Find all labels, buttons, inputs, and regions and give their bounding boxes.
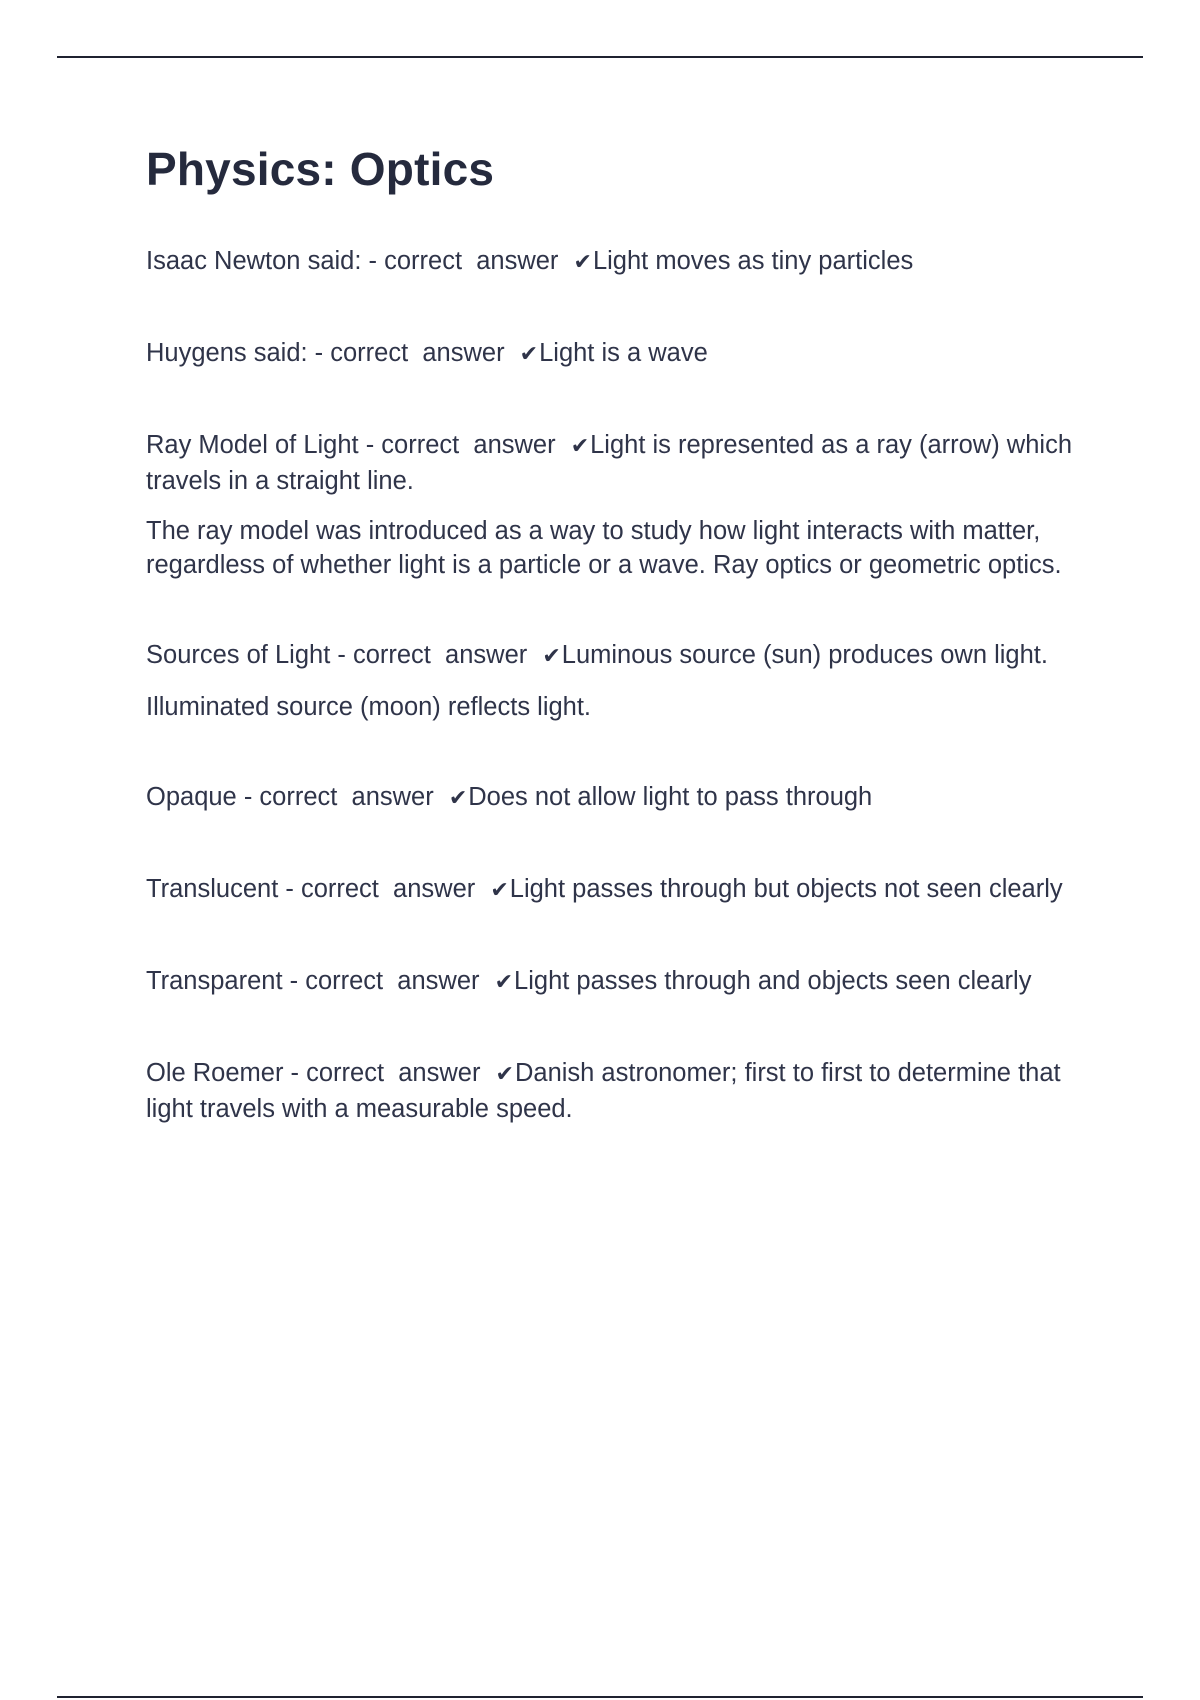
answer-text: Light is a wave	[539, 339, 708, 367]
flashcard-entry	[146, 336, 1086, 372]
bottom-rule	[57, 1696, 1143, 1698]
check-mark-icon: ✔	[490, 878, 509, 903]
correct-answer-label: - correct answer	[278, 875, 483, 903]
answer-text: Danish astronomer; first to first to determine that light travels with a measurable speed.	[146, 1059, 1061, 1123]
term-text: Sources of Light	[146, 641, 331, 669]
answer-text: Light is represented as a ray (arrow) which travels in a straight line.	[146, 431, 1072, 495]
flashcard-entry	[146, 244, 1086, 280]
correct-answer-label: - correct answer	[283, 1059, 488, 1087]
check-mark-icon: ✔	[570, 434, 590, 459]
correct-answer-label: - correct answer	[236, 783, 441, 811]
check-mark-icon: ✔	[573, 250, 592, 275]
term-text: Opaque	[146, 783, 237, 811]
answer-text: Light passes through and objects seen clearly	[514, 967, 1032, 995]
term-text: Isaac Newton said:	[146, 247, 362, 275]
answer-text: Light moves as tiny particles	[592, 247, 914, 275]
flashcard-entry	[146, 638, 1086, 724]
answer-text: Light passes through but objects not seen clearly	[509, 875, 1063, 903]
flashcard-entry	[146, 1056, 1086, 1126]
check-mark-icon: ✔	[542, 644, 561, 669]
question-answer-line	[146, 780, 1086, 816]
document-body	[146, 140, 1086, 1182]
flashcard-entry	[146, 964, 1086, 1000]
check-mark-icon: ✔	[448, 786, 468, 811]
check-mark-icon: ✔	[495, 1062, 514, 1087]
check-mark-icon: ✔	[519, 342, 539, 367]
question-answer-line	[146, 336, 1086, 372]
answer-continuation-paragraph: The ray model was introduced as a way to study how light interacts with matter, regardless of whether light is a particle or a wave. Ray optics or geometric optics.	[146, 517, 1062, 579]
answer-continuation-paragraph: Illuminated source (moon) reflects light.	[146, 693, 592, 721]
check-mark-icon: ✔	[494, 970, 514, 995]
correct-answer-label: - correct answer	[361, 247, 566, 275]
question-answer-line	[146, 1056, 1086, 1126]
answer-text: Does not allow light to pass through	[468, 783, 873, 811]
answer-text: Luminous source (sun) produces own light.	[561, 641, 1048, 669]
term-text: Ole Roemer	[146, 1059, 284, 1087]
top-rule	[57, 56, 1143, 58]
question-answer-line	[146, 638, 1086, 674]
term-text: Ray Model of Light	[146, 431, 359, 459]
correct-answer-label: - correct answer	[358, 431, 563, 459]
flashcard-list	[146, 244, 1086, 1126]
correct-answer-label: - correct answer	[282, 967, 487, 995]
flashcard-entry	[146, 428, 1086, 582]
question-answer-line	[146, 872, 1086, 908]
page-title: Physics: Optics	[146, 143, 495, 195]
question-answer-line	[146, 964, 1086, 1000]
flashcard-entry	[146, 780, 1086, 816]
question-answer-line	[146, 244, 1086, 280]
term-text: Transparent	[146, 967, 283, 995]
correct-answer-label: - correct answer	[307, 339, 512, 367]
flashcard-entry	[146, 872, 1086, 908]
term-text: Huygens said:	[146, 339, 308, 367]
correct-answer-label: - correct answer	[330, 641, 535, 669]
term-text: Translucent	[146, 875, 279, 903]
question-answer-line	[146, 428, 1086, 498]
